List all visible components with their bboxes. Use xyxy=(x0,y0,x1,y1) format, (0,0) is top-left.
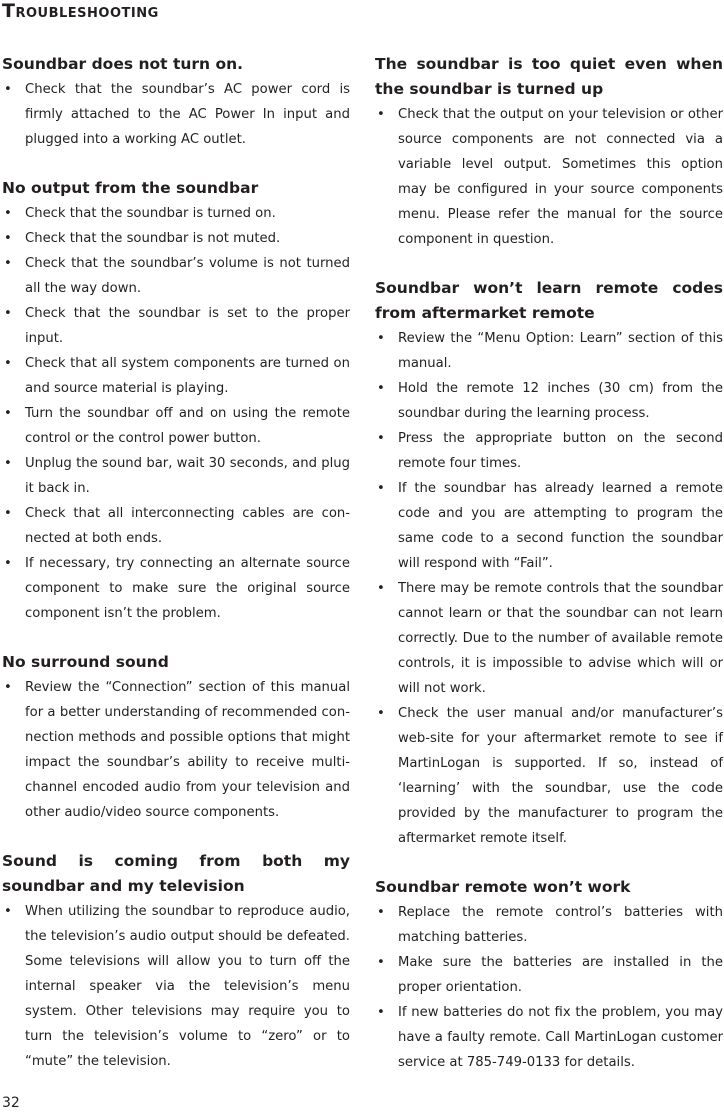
section-heading: Sound is coming from both my soundbar and my television xyxy=(2,852,350,895)
section-soundbar-does-not-turn-on xyxy=(2,52,350,152)
bullet-item: • Check that the soundbar is not muted. xyxy=(2,226,350,251)
bullet-list xyxy=(2,201,350,626)
bullet-item: • When utilizing the soundbar to reproduce audio, the television’s audio output should be defeated. Some televisions will allow you to turn off the internal speaker via the television’s menu system. Other televisions may require you to turn the television’s volume to “zero” or to “mute” the television. xyxy=(2,899,350,1074)
bullet-list xyxy=(375,326,723,851)
bullet-item: • Check that all system components are turned on and source material is playing. xyxy=(2,351,350,401)
bullet-item: • Review the “Connection” section of this manual for a better understanding of recommended con-nection methods and possible options that might impact the soundbar’s ability to receive multi-channel encoded audio from your television and other audio/video source components. xyxy=(2,675,350,825)
bullet-item: • Turn the soundbar off and on using the remote control or the control power button. xyxy=(2,401,350,451)
section-heading: No surround sound xyxy=(2,653,169,671)
bullet-item: • If new batteries do not fix the problem, you may have a faulty remote. Call MartinLogan customer service at 785-749-0133 for details. xyxy=(375,1000,723,1075)
right-column xyxy=(375,52,723,1099)
bullet-list xyxy=(2,675,350,825)
bullet-item: • Check that the soundbar’s volume is not turned all the way down. xyxy=(2,251,350,301)
bullet-item: • Make sure the batteries are installed in the proper orientation. xyxy=(375,950,723,1000)
bullet-item: • Unplug the sound bar, wait 30 seconds, and plug it back in. xyxy=(2,451,350,501)
bullet-list xyxy=(2,899,350,1074)
bullet-item: • If the soundbar has already learned a remote code and you are attempting to program the same code to a second function the soundbar will respond with “Fail”. xyxy=(375,476,723,576)
bullet-item: • There may be remote controls that the soundbar cannot learn or that the soundbar can not learn correctly. Due to the number of available remote controls, it is impossible to advise which will or will not work. xyxy=(375,576,723,701)
left-column xyxy=(2,52,350,1098)
bullet-item: • Check that the soundbar’s AC power cord is firmly attached to the AC Power In input and plugged into a working AC outlet. xyxy=(2,77,350,152)
bullet-item: • If necessary, try connecting an alternate source component to make sure the original source component isn’t the problem. xyxy=(2,551,350,626)
bullet-item: • Check that all interconnecting cables are con-nected at both ends. xyxy=(2,501,350,551)
bullet-item: • Press the appropriate button on the second remote four times. xyxy=(375,426,723,476)
page-title: Troubleshooting xyxy=(2,0,159,22)
section-heading: The soundbar is too quiet even when the soundbar is turned up xyxy=(375,55,723,98)
section-the-soundbar-is-too-quiet-even-when-the- xyxy=(375,52,723,252)
section-soundbar-remote-won-t-work xyxy=(375,875,723,1075)
section-heading: No output from the soundbar xyxy=(2,179,259,197)
bullet-item: • Check that the soundbar is turned on. xyxy=(2,201,350,226)
bullet-item: • Replace the remote control’s batteries with matching batteries. xyxy=(375,900,723,950)
bullet-list xyxy=(2,77,350,152)
page-number: 32 xyxy=(2,1095,20,1111)
section-no-surround-sound xyxy=(2,650,350,825)
bullet-item: • Hold the remote 12 inches (30 cm) from the soundbar during the learning process. xyxy=(375,376,723,426)
bullet-list xyxy=(375,900,723,1075)
section-sound-is-coming-from-both-my-soundbar-an xyxy=(2,849,350,1074)
bullet-item: • Check the user manual and/or manufacturer’s web-site for your aftermarket remote to see if MartinLogan is supported. If so, instead of ‘learning’ with the soundbar, use the code provided by the manufacturer to program the aftermarket remote itself. xyxy=(375,701,723,851)
bullet-list xyxy=(375,102,723,252)
section-no-output-from-the-soundbar xyxy=(2,176,350,626)
bullet-item: • Check that the soundbar is set to the proper input. xyxy=(2,301,350,351)
bullet-item: • Review the “Menu Option: Learn” section of this manual. xyxy=(375,326,723,376)
section-heading: Soundbar remote won’t work xyxy=(375,878,631,896)
section-heading: Soundbar won’t learn remote codes from aftermarket remote xyxy=(375,279,723,322)
section-heading: Soundbar does not turn on. xyxy=(2,55,244,73)
bullet-item: • Check that the output on your television or other source components are not connected via a variable level output. Sometimes this option may be configured in your source components menu. Please refer the manual for the source component in question. xyxy=(375,102,723,252)
section-soundbar-won-t-learn-remote-codes-from-a xyxy=(375,276,723,851)
